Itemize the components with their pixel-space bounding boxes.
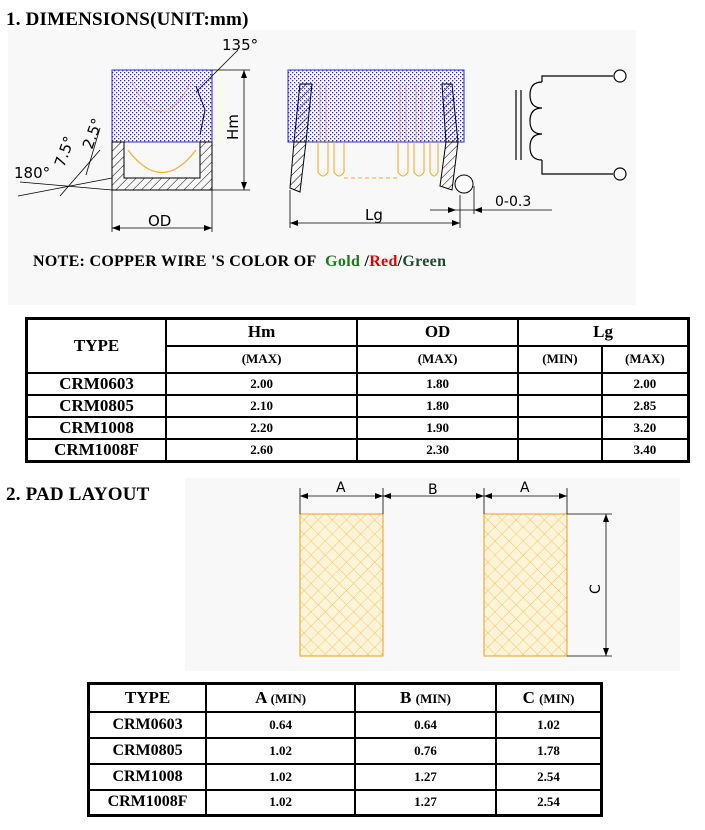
od-label: OD <box>148 212 172 230</box>
table-row <box>89 790 602 816</box>
table-row <box>89 712 602 738</box>
cell-hm: 2.20 <box>166 417 357 439</box>
cell-b: 0.64 <box>355 712 496 738</box>
lg-label: Lg <box>365 206 383 224</box>
cell-c: 1.78 <box>496 738 601 764</box>
angle-2-5-label: 2.5° <box>78 115 107 152</box>
pad-col-b-header: B (MIN) <box>355 684 496 712</box>
cell-c: 1.02 <box>496 712 601 738</box>
cell-lg-max: 3.20 <box>602 417 689 439</box>
cell-od: 1.80 <box>357 373 518 395</box>
cell-lg-max: 2.00 <box>602 373 689 395</box>
cell-od: 2.30 <box>357 439 518 462</box>
cell-lg-min <box>518 373 602 395</box>
dimensions-section-title: 1. DIMENSIONS(UNIT:mm) <box>6 9 249 30</box>
cell-od: 1.90 <box>357 417 518 439</box>
col-od-header: OD <box>357 319 518 346</box>
pad-c-label: C <box>588 584 604 594</box>
inductor-symbol <box>516 70 626 180</box>
angle-135-label: 135° <box>222 36 259 54</box>
cell-lg-min <box>518 417 602 439</box>
cell-type: CRM1008F <box>27 439 167 462</box>
cell-b: 0.76 <box>355 738 496 764</box>
note-sep1: / <box>360 253 370 270</box>
pad-layout-section-title: 2. PAD LAYOUT <box>6 484 150 505</box>
angle-180-label: 180° <box>14 164 51 182</box>
cell-a: 1.02 <box>206 764 355 790</box>
table-row <box>27 417 689 439</box>
col-hm-header: Hm <box>166 319 357 346</box>
cell-a: 0.64 <box>206 712 355 738</box>
pad-layout-table <box>87 682 603 817</box>
note-sep2: / <box>397 253 403 270</box>
hm-unit: (MAX) <box>166 346 357 373</box>
pad-b-label: B <box>428 482 438 498</box>
core-block <box>112 70 212 142</box>
pad-layout-drawing <box>0 470 705 680</box>
table-row <box>89 738 602 764</box>
cell-lg-min <box>518 439 602 462</box>
cell-type: CRM0603 <box>89 712 207 738</box>
pad-col-c-header: C (MIN) <box>496 684 601 712</box>
wire-color-note <box>33 253 446 271</box>
col-lg-header: Lg <box>518 319 688 346</box>
cell-type: CRM1008F <box>89 790 207 816</box>
cell-lg-min <box>518 395 602 417</box>
core-block-front <box>288 70 464 142</box>
dimensions-table <box>25 317 690 463</box>
table-row <box>89 764 602 790</box>
pad-col-a-header: A (MIN) <box>206 684 355 712</box>
cell-type: CRM0805 <box>27 395 167 417</box>
cell-c: 2.54 <box>496 790 601 816</box>
table-row <box>27 395 689 417</box>
table-row <box>27 373 689 395</box>
pad-a-label-left: A <box>336 480 346 496</box>
cell-b: 1.27 <box>355 790 496 816</box>
note-green: Green <box>402 253 447 270</box>
cell-a: 1.02 <box>206 738 355 764</box>
cell-b: 1.27 <box>355 764 496 790</box>
table-row <box>27 439 689 462</box>
col-type-header: TYPE <box>27 319 167 373</box>
lg-min-unit: (MIN) <box>518 346 602 373</box>
cell-od: 1.80 <box>357 395 518 417</box>
side-view <box>18 50 250 232</box>
pad-col-type-header: TYPE <box>89 684 207 712</box>
cell-c: 2.54 <box>496 764 601 790</box>
base-bracket <box>112 142 212 190</box>
cell-lg-max: 2.85 <box>602 395 689 417</box>
hm-label: Hm <box>224 114 242 140</box>
note-gold: Gold <box>325 253 361 270</box>
gap-label: 0-0.3 <box>495 194 532 210</box>
note-red: Red <box>369 253 398 270</box>
od-unit: (MAX) <box>357 346 518 373</box>
left-pad <box>300 514 383 656</box>
pad-a-label-right: A <box>520 480 530 496</box>
cell-type: CRM0603 <box>27 373 167 395</box>
note-prefix: NOTE: COPPER WIRE 'S COLOR OF <box>33 253 317 270</box>
right-pad <box>484 514 567 656</box>
cell-hm: 2.60 <box>166 439 357 462</box>
cell-type: CRM1008 <box>89 764 207 790</box>
cell-hm: 2.00 <box>166 373 357 395</box>
angle-7-5-label: 7.5° <box>50 133 79 170</box>
cell-lg-max: 3.40 <box>602 439 689 462</box>
cell-type: CRM1008 <box>27 417 167 439</box>
cell-type: CRM0805 <box>89 738 207 764</box>
wire-arc <box>128 150 196 173</box>
cell-a: 1.02 <box>206 790 355 816</box>
lg-max-unit: (MAX) <box>602 346 689 373</box>
cell-hm: 2.10 <box>166 395 357 417</box>
